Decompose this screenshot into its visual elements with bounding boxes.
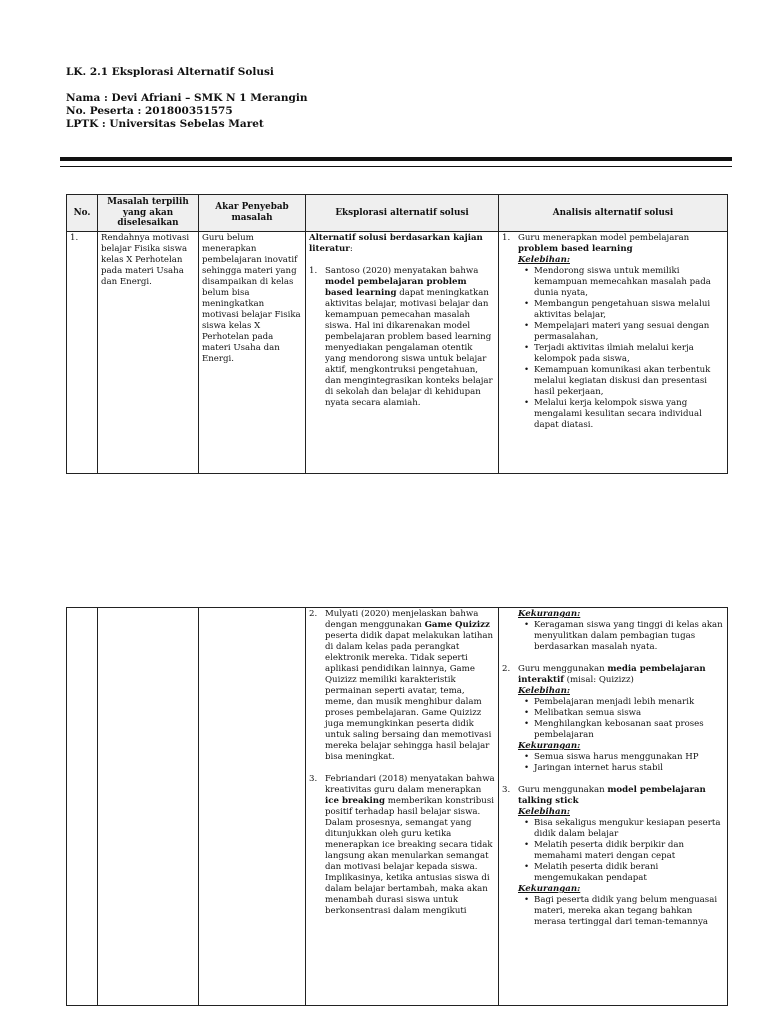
bullet-point: • Melatih peserta didik berani mengemukakan pendapat (524, 862, 724, 884)
header-akar: Akar Penyebab masalah (199, 195, 306, 232)
kelebihan-list (518, 818, 724, 884)
bullet-icon (524, 365, 534, 398)
reference-item: 1. Santoso (2020) menyatakan bahwa model pembelajaran problem based learning dapat meningkatkan aktivitas belajar, motivasi belajar dan kemampuan pemecahan masalah siswa. Hal ini dikarenakan model pembelajaran problem based learning menyediakan pengalaman otentik yang mendorong siswa untuk belajar aktif, mengkontruksi pengetahuan, dan mengintegrasikan konteks belajar di sekolah dan belajar di kehidupan nyata secara alamiah. (309, 265, 493, 408)
bullet-icon (524, 862, 534, 884)
cell-masalah: Rendahnya motivasi belajar Fisika siswa kelas X Perhotelan pada materi Usaha dan Energi. (98, 231, 199, 473)
reference-list (309, 266, 495, 409)
bullet-point: • Pembelajaran menjadi lebih menarik (524, 697, 724, 708)
bullet-point: • Keragaman siswa yang tinggi di kelas akan menyulitkan dalam pembagian tugas berdasarkan masalah nyata. (524, 620, 724, 653)
bullet-point: • Melatih peserta didik berpikir dan memahami materi dengan cepat (524, 840, 724, 862)
cell-akar: Guru belum menerapkan pembelajaran inovatif sehingga materi yang disampaikan di kelas belum bisa meningkatkan motivasi belajar Fisika siswa kelas X Perhotelan pada materi Usaha dan Energi. (199, 231, 306, 473)
table-row (67, 608, 728, 1006)
kekurangan-label: Kekurangan: (518, 741, 581, 751)
bullet-icon (524, 398, 534, 431)
analysis-item-heading: 2. Guru menggunakan media pembelajaran interaktif (misal: Quizizz) (502, 664, 706, 685)
header-divider-thin (60, 166, 732, 167)
bullet-icon (524, 818, 534, 840)
header-masalah: Masalah terpilih yang akan diselesaikan (98, 195, 199, 232)
cell-masalah-empty (98, 608, 199, 1006)
bullet-icon (524, 708, 534, 719)
reference-item: 3. Febriandari (2018) menyatakan bahwa kreativitas guru dalam menerapkan ice breaking memberikan konstribusi positif terhadap hasil belajar siswa. Dalam prosesnya, semangat yang ditunjukkan oleh guru ketika menerapkan ice breaking secara tidak langsung akan menularkan semangat dan motivasi belajar kepada siswa. Implikasinya, ketika antusias siswa di dalam belajar bertambah, maka akan menambah durasi siswa untuk berkonsentrasi dalam mengikuti (309, 774, 495, 916)
analysis-item-heading: 3. Guru menggunakan model pembelajaran talking stick (502, 785, 706, 806)
table-header-row (67, 195, 728, 232)
document-title: LK. 2.1 Eksplorasi Alternatif Solusi (66, 66, 274, 78)
kekurangan-label: Kekurangan: (518, 609, 581, 619)
kekurangan-list (518, 895, 724, 928)
eksplorasi-intro: Alternatif solusi berdasarkan kajian literatur: (309, 232, 483, 254)
reference-list (309, 609, 495, 917)
kelebihan-list (518, 266, 724, 431)
header-divider-thick (60, 157, 732, 161)
bullet-icon (524, 752, 534, 763)
bullet-point: • Membangun pengetahuan siswa melalui aktivitas belajar, (524, 299, 724, 321)
table-row (67, 231, 728, 473)
header-no: No. (67, 195, 98, 232)
header-eksplorasi: Eksplorasi alternatif solusi (306, 195, 499, 232)
cell-no-empty (67, 608, 98, 1006)
solution-table-page-1 (66, 194, 728, 474)
kekurangan-list (518, 620, 724, 653)
cell-analisis (499, 608, 728, 1006)
cell-akar-empty (199, 608, 306, 1006)
bullet-point: • Menghilangkan kebosanan saat proses pembelajaran (524, 719, 724, 741)
bullet-point: • Bisa sekaligus mengukur kesiapan peserta didik dalam belajar (524, 818, 724, 840)
kelebihan-list (518, 697, 724, 741)
bullet-point: • Mendorong siswa untuk memiliki kemampuan memecahkan masalah pada dunia nyata, (524, 266, 724, 299)
bullet-point: • Bagi peserta didik yang belum menguasai materi, mereka akan tegang bahkan merasa tertinggal dari teman-temannya (524, 895, 724, 928)
bullet-point: • Jaringan internet harus stabil (524, 763, 724, 774)
kelebihan-label: Kelebihan: (518, 254, 570, 265)
author-name: Nama : Devi Afriani – SMK N 1 Merangin (66, 92, 308, 104)
bullet-icon (524, 321, 534, 343)
kelebihan-label: Kelebihan: (518, 807, 570, 817)
bullet-icon (524, 840, 534, 862)
bullet-point: • Semua siswa harus menggunakan HP (524, 752, 724, 763)
bullet-icon (524, 697, 534, 708)
bullet-point: • Mempelajari materi yang sesuai dengan permasalahan, (524, 321, 724, 343)
solution-table-page-2 (66, 607, 728, 1006)
bullet-point: • Kemampuan komunikasi akan terbentuk melalui kegiatan diskusi dan presentasi hasil pekerjaan, (524, 365, 724, 398)
header-analisis: Analisis alternatif solusi (499, 195, 728, 232)
kekurangan-label: Kekurangan: (518, 884, 581, 894)
cell-eksplorasi (306, 608, 499, 1006)
cell-analisis (499, 231, 728, 473)
cell-eksplorasi (306, 231, 499, 473)
bullet-icon (524, 266, 534, 299)
kelebihan-label: Kelebihan: (518, 686, 570, 696)
bullet-icon (524, 719, 534, 741)
bullet-icon (524, 343, 534, 365)
analysis-item-heading: 1. Guru menerapkan model pembelajaran problem based learning (502, 232, 690, 254)
lptk-institution: LPTK : Universitas Sebelas Maret (66, 118, 264, 130)
bullet-point: • Melibatkan semua siswa (524, 708, 724, 719)
bullet-icon (524, 763, 534, 774)
document-header (66, 66, 706, 131)
bullet-icon (524, 299, 534, 321)
cell-no: 1. (67, 231, 98, 473)
kekurangan-list (518, 752, 724, 774)
participant-number: No. Peserta : 201800351575 (66, 105, 233, 117)
bullet-icon (524, 895, 534, 928)
bullet-icon (524, 620, 534, 653)
bullet-point: • Melalui kerja kelompok siswa yang mengalami kesulitan secara individual dapat diatasi. (524, 398, 724, 431)
bullet-point: • Terjadi aktivitas ilmiah melalui kerja kelompok pada siswa, (524, 343, 724, 365)
reference-item: 2. Mulyati (2020) menjelaskan bahwa dengan menggunakan Game Quizizz peserta didik dapat melakukan latihan di dalam kelas pada perangkat elektronik mereka. Tidak seperti aplikasi pendidikan lainnya, Game Quizizz memiliki karakteristik permainan seperti avatar, tema, meme, dan musik menghibur dalam proses pembelajaran. Game Quizizz juga memungkinkan peserta didik untuk saling bersaing dan memotivasi mereka belajar sehingga hasil belajar bisa meningkat. (309, 609, 494, 762)
